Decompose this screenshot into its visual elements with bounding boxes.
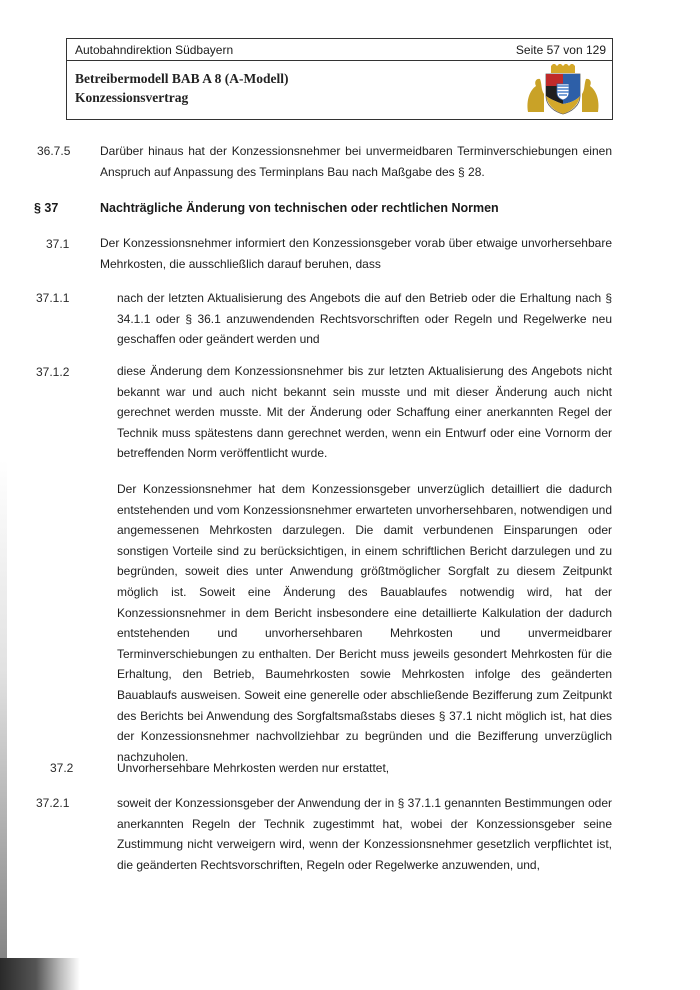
- scan-edge-shadow: [0, 460, 7, 990]
- section-number: 37.2: [50, 761, 74, 775]
- section-text: soweit der Konzessionsgeber der Anwendung der in § 37.1.1 genannten Bestimmungen oder anerkannten Regeln der Technik zugestimmt hat, wobei der Konzessionsgeber seine Zustimmung nicht verweigern wird, wenn der Konzessionsnehmer gesetzlich verpflichtet ist, die geänderten Rechtsvorschriften, Regeln oder Regelwerke anzuwenden, und,: [117, 796, 612, 872]
- header-top-row: [67, 39, 612, 61]
- document-title-line1: Betreibermodell BAB A 8 (A-Modell): [75, 71, 289, 86]
- section-number: 37.1.2: [36, 365, 70, 379]
- section-number: 37.2.1: [36, 796, 70, 810]
- section-text: Unvorhersehbare Mehrkosten werden nur erstattet,: [117, 761, 390, 775]
- section-number: 37.1.1: [36, 291, 70, 305]
- section-number: 37.1: [46, 237, 70, 251]
- section-text: Darüber hinaus hat der Konzessionsnehmer bei unvermeidbaren Terminverschiebungen einen Anspruch auf Anpassung des Terminplans Bau nach Maßgabe des § 28.: [100, 144, 612, 179]
- section-heading: Nachträgliche Änderung von technischen oder rechtlichen Normen: [100, 201, 499, 215]
- section-text: Der Konzessionsnehmer informiert den Konzessionsgeber vorab über etwaige unvorhersehbare Mehrkosten, die ausschließlich darauf beruhen, dass: [100, 236, 612, 271]
- page-number: Seite 57 von 129: [515, 43, 606, 57]
- page-header: [66, 38, 613, 120]
- section-text: Der Konzessionsnehmer hat dem Konzessionsgeber unverzüglich detailliert die dadurch entstehenden und vom Konzessionsnehmer erwarteten unvorhersehbaren, notwendigen und angemessenen Mehrkosten darzulegen. Die damit verbundenen Einsparungen oder sonstigen Vorteile sind zu berücksichtigen, in einem schriftlichen Bericht darzulegen und zu begründen, soweit dies unter Anwendung größtmöglicher Sorgfalt zu diesem Zeitpunkt möglich ist. Soweit eine Änderung des Bauablaufes notwendig wird, hat der Konzessionsnehmer in dem Bericht insbesondere eine detaillierte Kalkulation der dadurch entstehenden und unvorhersehbaren Mehrkosten und unvermeidbarer Terminverschiebungen zu enthalten. Der Bericht muss jeweils gesondert Mehrkosten für die Erhaltung, den Betrieb, Baumehrkosten sowie Mehrkosten infolge des geänderten Bauablaufs ausweisen. Soweit eine generelle oder abschließende Bezifferung zum Zeitpunkt des Berichts bei Anwendung des Sorgfaltsmaßstabs dieses § 37.1 nicht möglich ist, hat dies der Konzessionsnehmer nachvollziehbar zu begründen und die Bezifferung unverzüglich nachzuholen.: [117, 482, 612, 764]
- bavarian-coat-of-arms-icon: [524, 64, 602, 116]
- section-text: diese Änderung dem Konzessionsnehmer bis zur letzten Aktualisierung des Angebots nicht bekannt war und auch nicht bekannt sein musste und mit dieser Änderung auch nicht gerechnet werden musste. Mit der Änderung oder Schaffung einer anerkannten Regel der Technik muss spätestens dann gerechnet werden, wenn ein Entwurf oder eine Vornorm der betreffenden Norm veröffentlicht wurde.: [117, 364, 612, 461]
- scan-corner-shadow: [0, 958, 80, 990]
- section-text: nach der letzten Aktualisierung des Angebots die auf den Betrieb oder die Erhaltung nach § 34.1.1 oder § 36.1 anzuwendenden Rechtsvorschriften oder Regeln und Regelwerke neu geschaffen oder geändert werden und: [117, 291, 612, 347]
- document-title-line2: Konzessionsvertrag: [75, 90, 189, 105]
- document-title: [75, 69, 288, 107]
- section-heading-number: § 37: [34, 201, 59, 215]
- section-number: 36.7.5: [37, 144, 71, 158]
- organization-name: Autobahndirektion Südbayern: [75, 43, 234, 57]
